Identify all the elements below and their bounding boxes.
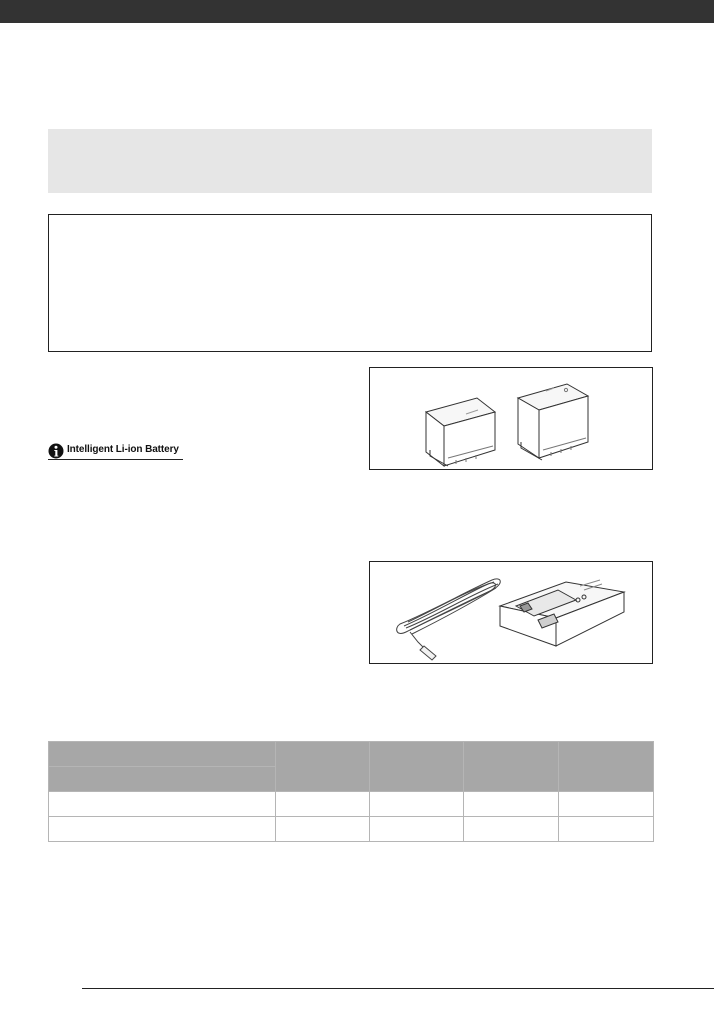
small-battery-icon (426, 398, 495, 466)
table-header-cell (464, 742, 559, 792)
badge-underline (48, 459, 183, 460)
table-cell (464, 817, 559, 842)
table-header-cell (276, 742, 370, 792)
charger-and-cable-illustration (369, 561, 653, 664)
spec-table (48, 741, 654, 842)
table-cell (276, 817, 370, 842)
table-cell (370, 792, 464, 817)
section-heading-banner (48, 129, 652, 193)
table-header-cell (49, 742, 276, 767)
note-box (48, 214, 652, 352)
table-cell (49, 792, 276, 817)
large-battery-icon (518, 384, 588, 460)
table-cell (559, 792, 654, 817)
table-cell (49, 817, 276, 842)
power-cable-icon (397, 579, 501, 660)
info-icon (48, 443, 64, 459)
table-header-cell (559, 742, 654, 792)
battery-charger-icon (500, 580, 624, 646)
table-header-row (49, 742, 654, 767)
table-cell (559, 817, 654, 842)
table-cell (370, 817, 464, 842)
table-header-cell (370, 742, 464, 792)
top-bar (0, 0, 714, 23)
table-row (49, 817, 654, 842)
table-row (49, 792, 654, 817)
table-cell (276, 792, 370, 817)
battery-packs-illustration (369, 367, 653, 470)
table-header-cell (49, 767, 276, 792)
table-cell (464, 792, 559, 817)
badge-label: Intelligent Li-ion Battery (67, 444, 179, 455)
footer-rule (82, 988, 714, 989)
intelligent-battery-badge (48, 443, 183, 461)
